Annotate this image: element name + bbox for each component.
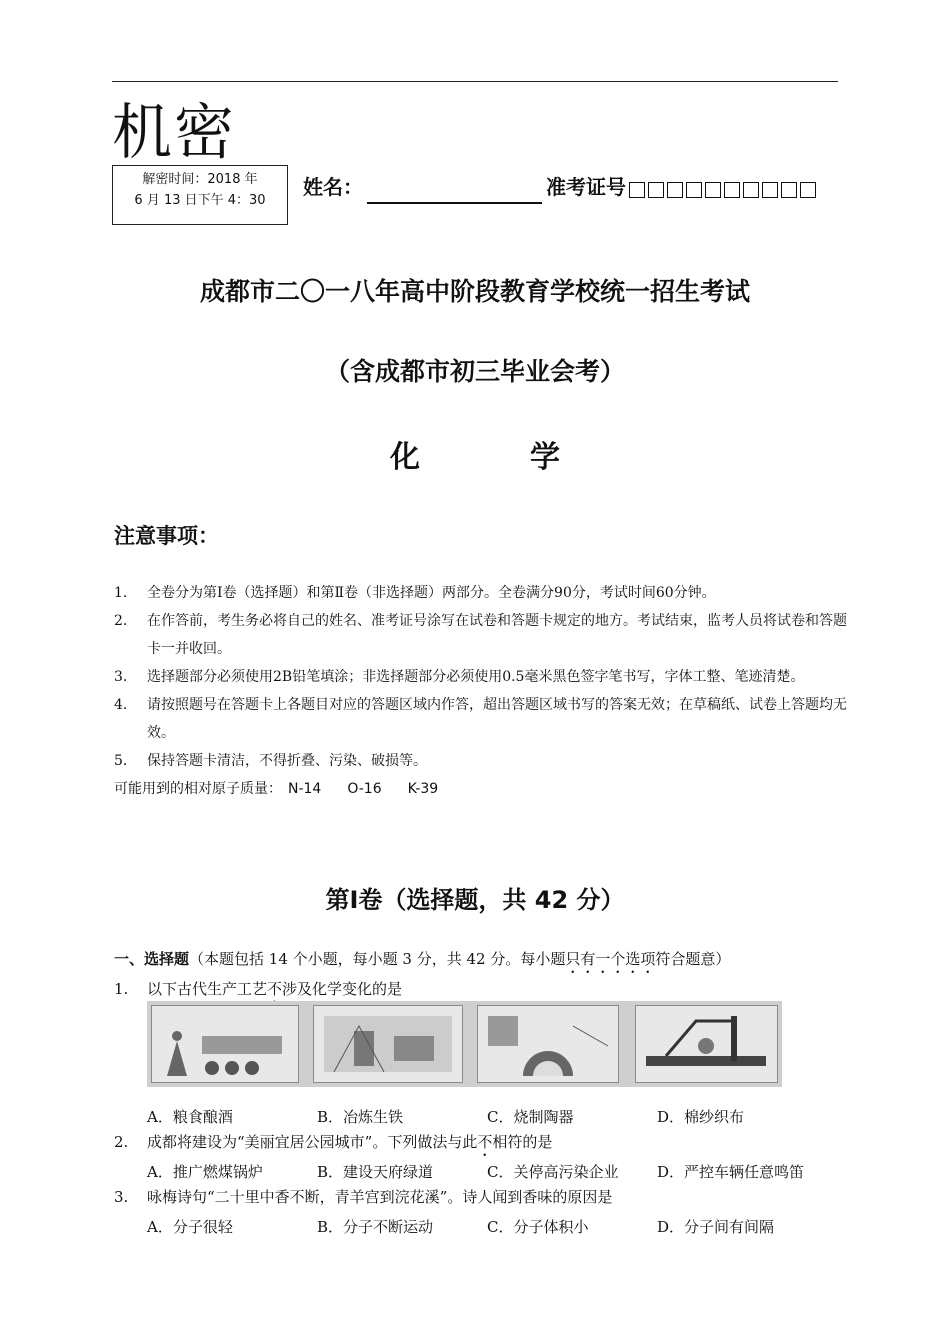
option-c[interactable]: C．分子体积小 <box>487 1218 589 1236</box>
option-c[interactable]: C．烧制陶器 <box>487 1108 574 1126</box>
confidential-label: 机密 <box>112 98 236 168</box>
section-instructions: 一、选择题（本题包括 14 个小题，每小题 3 分，共 42 分。每小题只有一个选项符合题意） <box>114 950 731 968</box>
note-item: 2． 在作答前，考生务必将自己的姓名、准考证号涂写在试卷和答题卡规定的地方。考试结束，监考人员将试卷和答题卡一并收回。 <box>114 613 847 657</box>
illustration-pottery-firing <box>477 1005 619 1083</box>
option-b[interactable]: B．冶炼生铁 <box>317 1108 404 1126</box>
section-title: 第Ⅰ卷（选择题，共 42 分） <box>325 886 625 914</box>
note-item: 5． 保持答题卡清洁，不得折叠、污染、破损等。 <box>114 753 427 769</box>
illustration-cotton-weaving <box>635 1005 778 1083</box>
name-label: 姓名： <box>303 175 363 199</box>
questions-area <box>114 946 844 1240</box>
declassify-line-2: 6 月 13 日下午 4：30 <box>134 193 266 208</box>
exam-subtitle: （含成都市初三毕业会考） <box>324 357 625 386</box>
exam-id-label: 准考证号 <box>546 175 626 199</box>
atomic-mass-line: 可能用到的相对原子质量： N-14 O-16 K-39 <box>114 781 439 797</box>
notes-heading: 注意事项： <box>114 524 219 548</box>
top-rule <box>112 81 838 82</box>
exam-id-boxes[interactable] <box>626 174 816 204</box>
question-2-options <box>147 1160 844 1185</box>
option-c[interactable]: C．关停高污染企业 <box>487 1163 619 1181</box>
subject-title <box>0 432 950 476</box>
question-1-illustrations <box>147 1001 782 1087</box>
subject-char-2: 学 <box>530 440 560 475</box>
option-a[interactable]: A．分子很轻 <box>147 1218 233 1236</box>
exam-title: 成都市二〇一八年高中阶段教育学校统一招生考试 <box>199 277 750 306</box>
candidate-info-row <box>303 172 816 204</box>
option-b[interactable]: B．分子不断运动 <box>317 1218 434 1236</box>
illustration-wine-brewing <box>151 1005 299 1083</box>
note-item: 3． 选择题部分必须使用2B铅笔填涂；非选择题部分必须使用0.5毫米黑色签字笔书写，字体工整、笔迹清楚。 <box>114 669 805 685</box>
note-item: 4． 请按照题号在答题卡上各题目对应的答题区域内作答，超出答题区域书写的答案无效；在草稿纸、试卷上答题均无效。 <box>114 697 847 741</box>
note-item: 1． 全卷分为第Ⅰ卷（选择题）和第Ⅱ卷（非选择题）两部分。全卷满分90分，考试时间60分钟。 <box>114 585 716 601</box>
question-3: 3. 咏梅诗句“二十里中香不断，青羊宫到浣花溪”。诗人闻到香味的原因是 <box>114 1188 613 1206</box>
option-d[interactable]: D．严控车辆任意鸣笛 <box>657 1163 805 1181</box>
question-2: 2. 成都将建设为“美丽宜居公园城市”。下列做法与此不相符的是 <box>114 1133 553 1151</box>
option-d[interactable]: D．分子间有间隔 <box>657 1218 775 1236</box>
name-blank[interactable] <box>367 180 542 204</box>
question-1-options <box>147 1105 844 1130</box>
subject-char-1: 化 <box>390 440 420 475</box>
question-3-options <box>147 1215 844 1240</box>
declassify-time-box <box>112 165 288 225</box>
option-a[interactable]: A．推广燃煤锅炉 <box>147 1163 263 1181</box>
option-b[interactable]: B．建设天府绿道 <box>317 1163 434 1181</box>
declassify-line-1: 解密时间：2018 年 <box>142 172 258 187</box>
option-a[interactable]: A．粮食酿酒 <box>147 1108 233 1126</box>
illustration-iron-smelting <box>313 1005 463 1083</box>
option-d[interactable]: D．棉纱织布 <box>657 1108 745 1126</box>
question-1: 1. 以下古代生产工艺不涉及化学变化的是 <box>114 980 403 998</box>
notes-list <box>114 579 854 803</box>
